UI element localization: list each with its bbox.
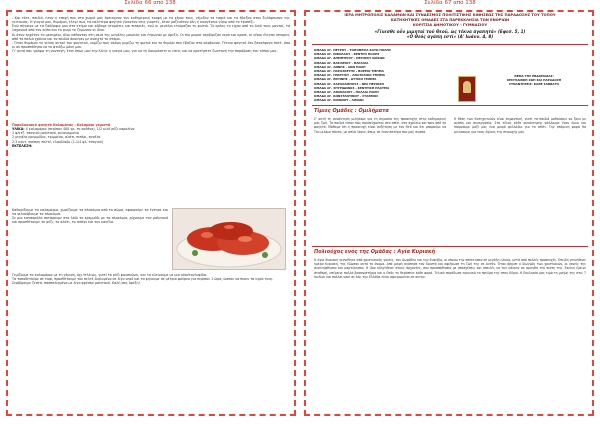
ingredient: 2 μεγάλα κρεμμύδια, τριμμένα, αλάτι, πιπέρι, κανέλα xyxy=(12,135,101,140)
group-item: ΟΜΑΔΑ ΑΓ. ΑΘΑΝΑΣΙΟΥ - ΠΑΛΑΙΑ ΠΟΛΗ xyxy=(314,90,379,95)
page-number: Σελίδα 66 από 138 xyxy=(124,0,176,6)
method-step: Καθαρίζουμε τα καλαμάρια, χωρίζουμε τα πλοκάμια από το σώμα, αφαιρούμε τα έντερα και τα ψιλοκόβουμε τα πλοκάμια. xyxy=(12,208,168,217)
method-text-top xyxy=(12,208,168,272)
section-right-column: Η θέση των Κατηχητικών είναι σημαντική, γιατί τα παιδιά μαθαίνουν να ζουν με αγάπη και συνεργασία. Στο τέλος κάθε συνάντησης ψάλλουμε έναν ύμνο και παίρνουμε μαζί μας ένα μικρό φυλλάδιο για το σπίτι. Την επόμενη φορά θα μιλήσουμε για τους Αγίους της περιοχής μας. xyxy=(454,117,586,134)
group-item: ΟΜΑΔΑ ΑΓ. ΒΑΣΙΛΕΙΟΥ - ΠΑΡΑΛΙΑ xyxy=(314,60,369,65)
section-title: Τίμιες Ομάδες : Ομιλήματα xyxy=(314,108,389,114)
halo-icon xyxy=(463,81,471,93)
ingredient: 4 καλαμάρια (περίπου 400 γρ. το καθένα), 1/2 κιλό ρύζι καρολίνα xyxy=(25,127,135,132)
paragraph: - Όταν θυμάμαι τη γεύση αυτού του φαγητού, νομίζω πως ακόμη μυρίζω τη φωτιά και το θυμάρι που έβαζαν στα κάρβουνα. Τέτοιο φαγητό δεν ξαναέφαγα ποτέ, όσο κι αν προσπάθησα να το φτιάξω μόνη μου. xyxy=(12,40,290,50)
recipe-header xyxy=(12,123,290,209)
ingredient: 1 φλιτζ. τσαγιού μαϊντανό, ψιλοκομμένο xyxy=(12,131,79,136)
divider xyxy=(312,105,588,106)
group-item: ΟΜΑΔΑ ΑΓ. ΙΩΑΝΝΟΥ - ΛΙΜΑΝΙ xyxy=(314,98,364,103)
divider xyxy=(312,44,588,45)
info-line: ΣΥΝΑΝΤΗΣΕΙΣ: ΚΑΘΕ ΣΑΒΒΑΤΟ xyxy=(509,82,559,87)
ingredients-label: ΥΛΙΚΑ: xyxy=(12,127,25,132)
saint-icon xyxy=(458,76,476,102)
method-text-bottom xyxy=(12,273,290,411)
paragraph: Εγώ πήγαινα με τα ξαδέρφια μου στο κτήμα και κόβαμε ντομάτες και πιπεριές, ενώ οι μεγάλοι ετοίμαζαν τη φωτιά. Το κρέας το είχαν από το δικό τους μαντρί, τα λαχανικά από τον κήπο και το ψωμί το ζύμωναν οι ίδιοι. xyxy=(12,24,290,33)
newsletter-header xyxy=(310,13,590,28)
recipe-photo xyxy=(172,208,286,270)
story-text xyxy=(12,16,290,121)
header-line: ΚΟΡΙΤΣΙΑ ΔΗΜΟΤΙΚΟΥ - ΓΥΜΝΑΣΙΟΥ xyxy=(412,23,488,27)
group-item: ΟΜΑΔΑ ΑΓ. ΧΑΡΑΛΑΜΠΟΥΣ - ΝΕΑ ΠΕΡΙΟΧΗ xyxy=(314,81,384,86)
method-step: Τα τοποθετούμε σε ταψί, προσθέτουμε τον πελτέ διαλυμένο σε λίγο νερό και τα ψήνουμε σε μέτριο φούρνο για περίπου 1 ώρα, ώσπου να πιουν τα υγρά τους. xyxy=(12,277,274,282)
method-label: ΕΚΤΕΛΕΣΗ: xyxy=(12,143,33,148)
group-item: ΟΜΑΔΑ ΑΓ. ΓΕΩΡΓΙΟΥ - ΑΝΑΤΟΛΙΚΟ ΤΜΗΜΑ xyxy=(314,73,386,78)
method-step: Σε μια κατσαρόλα σοτάρουμε στο λάδι το κρεμμύδι με τα πλοκάμια, ρίχνουμε τον μαϊντανό και προσθέτουμε το ρύζι, το αλάτι, το πιπέρι και την κανέλα. xyxy=(12,216,168,225)
group-item: ΟΜΑΔΑ ΑΓ. ΕΙΡΗΝΗΣ - ΔΥΤΙΚΟ ΤΜΗΜΑ xyxy=(314,77,377,82)
section-left-column: Σ' αυτή τη συνάντηση μιλήσαμε για τη σημασία της προσευχής στην καθημερινή μας ζωή. Τα παιδιά είπαν πώς προσεύχονται στο σπίτι, στο σχολείο και πριν από το φαγητό. Μάθαμε ότι η προσευχή είναι συζήτηση με τον Θεό και ότι μπορούμε να Του μιλάμε πάντα, με απλά λόγια, όπως σε έναν πατέρα που μας αγαπά. xyxy=(314,117,446,134)
divider xyxy=(312,246,588,247)
stuffed-squid-image xyxy=(173,209,285,269)
group-item: ΟΜΑΔΑ ΑΓ. ΣΠΥΡΙΔΩΝΟΣ - ΚΕΝΤΡΙΚΗ ΠΛΑΤΕΙΑ xyxy=(314,85,390,90)
group-item: ΟΜΑΔΑ ΑΓ. ΔΗΜΗΤΡΙΟΥ - ΠΕΡΙΟΧΗ ΛΑΪΚΩΝ xyxy=(314,56,385,61)
ingredient: 2-3 κουτ. σούπας πελτέ, ελαιόλαδο (1-1/4 φλ. τσαγιού) xyxy=(12,139,104,144)
recipe-title: Παραδοσιακό φαγητό Καλαμάτας : Καλαμάρι γεμιστό xyxy=(12,123,111,127)
right-page xyxy=(300,0,600,424)
group-item: ΟΜΑΔΑ ΑΓ. ΑΝΝΗΣ - ΑΝΩ ΠΟΛΗ xyxy=(314,64,366,69)
header-line: ΚΑΤΗΧΗΤΙΚΕΣ ΟΜΑΔΕΣ ΣΤΑ ΠΑΡΕΚΚΛΗΣΙΑ ΤΩΝ ΕΝΟΡΙΩΝ xyxy=(390,18,510,22)
method-step: Σερβίρουμε ζεστά, πασπαλισμένα με λίγο φρέσκο μαϊντανό. Καλή σας όρεξη! xyxy=(12,281,140,286)
groups-list xyxy=(314,48,454,103)
motto-line: «Γίνεσθε οὖν μιμηταὶ τοῦ Θεοῦ, ὡς τέκνα ἀγαπητά» (Εφεσ. 5, 1) xyxy=(374,29,526,34)
saint-biography: Η Αγία Κυριακή γεννήθηκε από χριστιανούς γονείς, τον Δωρόθεο και την Ευσεβία, οι οποίοι την απέκτησαν σε μεγάλη ηλικία, μετά από πολλές προσευχές. Επειδή γεννήθηκε ημέρα Κυριακή, της έδωσαν αυτό το όνομα. Από μικρή αγάπησε τον Χριστό και αφιέρωσε τη ζωή της σε Αυτόν. Όταν άρχισε ο διωγμός των χριστιανών, οι γονείς της συνελήφθησαν και μαρτύρησαν. Η ίδια οδηγήθηκε στους άρχοντες, που προσπάθησαν με υποσχέσεις και απειλές να την κάνουν να αρνηθεί την πίστη της. Εκείνη έμεινε σταθερή, υπέμεινε πολλά βασανιστήρια και ο Θεός τη θεράπευε κάθε φορά. Τελικά παρέδωσε ειρηνικά το πνεύμα της στον Κύριο. Η Εκκλησία μας τιμά τη μνήμη της στις 7 Ιουλίου και πολλοί ναοί σε όλη την Ελλάδα είναι αφιερωμένοι σε αυτήν. xyxy=(314,258,586,279)
group-item: ΟΜΑΔΑ ΑΓ. ΚΩΝΣΤΑΝΤΙΝΟΥ - ΣΤΑΘΜΟΣ xyxy=(314,94,379,99)
paragraph: Κι όταν ερχόταν το μεσημέρι, όλοι κάθονταν στη σκιά της μεγάλης μουριάς και έτρωγαν με όρεξη. Οι πιο μικροί σερβίριζαν νερό και κρασί, οι γέροι έλεγαν ιστορίες από τα παλιά χρόνια και τα παιδιά άκουγαν με ανοιχτό το στόμα. xyxy=(12,32,290,41)
page-number: Σελίδα 67 από 138 xyxy=(424,0,476,6)
motto-sub: «Ο Θεός αγάπη εστί» (Α' Ιωάνν. 4, 8) xyxy=(406,34,494,40)
group-item: ΟΜΑΔΑ ΑΓ. ΠΑΡΑΣΚΕΥΗΣ - ΒΟΡΕΙΟ ΤΜΗΜΑ xyxy=(314,69,384,74)
motto xyxy=(310,29,590,40)
paragraph: Γι' αυτό σας γράφω τη συνταγή, έτσι όπως μου την έλεγε η γιαγιά μου, για να τη δοκιμάσετε κι εσείς και να κρατήσετε ζωντανή την παράδοση του τόπου μας. xyxy=(12,49,278,54)
section-title: Πολιούχος ενός της Ομάδας : Αγία Κυριακή xyxy=(314,249,436,255)
header-line: ΙΕΡΑ ΜΗΤΡΟΠΟΛΙΣ ΚΑΛΑΜΩΝ ΚΑΙ ΣΥΝΔΕΣΜΟΣ ΠΟΛΙΤΙΣΤΙΚΗΣ ΚΙΝΗΣΕΩΣ ΤΗΣ ΠΑΡΑΔΟΣΗΣ ΤΟΥ ΤΟΠΟΥ xyxy=(344,13,556,17)
paragraph: - Και τότε, παιδιά, ήταν η εποχή που στο χωριό μας έφτιαχναν την καθημερινή τροφή με τα χέρια τους, γέμιζαν τα ταψιά και τα έβαζαν στον ξυλόφουρνο της γειτονιάς. Η γιαγιά μου, θυμάμαι, έλεγε πως τα καλύτερα φαγητά γίνονταν στις γιορτές, όταν μαζευόταν όλη η οικογένεια γύρω από το τραπέζι. xyxy=(12,16,290,25)
group-item: ΟΜΑΔΑ ΑΓ. ΝΙΚΟΛΑΟΥ - ΚΕΝΤΡΟ ΠΟΛΗΣ xyxy=(314,52,380,57)
info-line: ΧΡΙΣΤΙΑΝΙΚΗ ΖΩΗ ΚΑΙ ΠΑΡΑΔΟΣΗ xyxy=(506,78,562,83)
week-info xyxy=(482,74,586,87)
method-step: Γεμίζουμε τα καλαμάρια με τη γέμιση, όχι τελείως, γιατί το ρύζι φουσκώνει, και τα κλείνουμε με μια οδοντογλυφίδα. xyxy=(12,273,208,277)
info-line: ΘΕΜΑ ΤΗΣ ΕΒΔΟΜΑΔΑΣ: xyxy=(514,74,554,78)
group-item: ΟΜΑΔΑ ΑΓ. ΠΕΤΡΟΥ - ΤΟΠΟΘΕΣΙΑ ΚΑΤΩ ΠΟΛΗΣ xyxy=(314,48,391,52)
